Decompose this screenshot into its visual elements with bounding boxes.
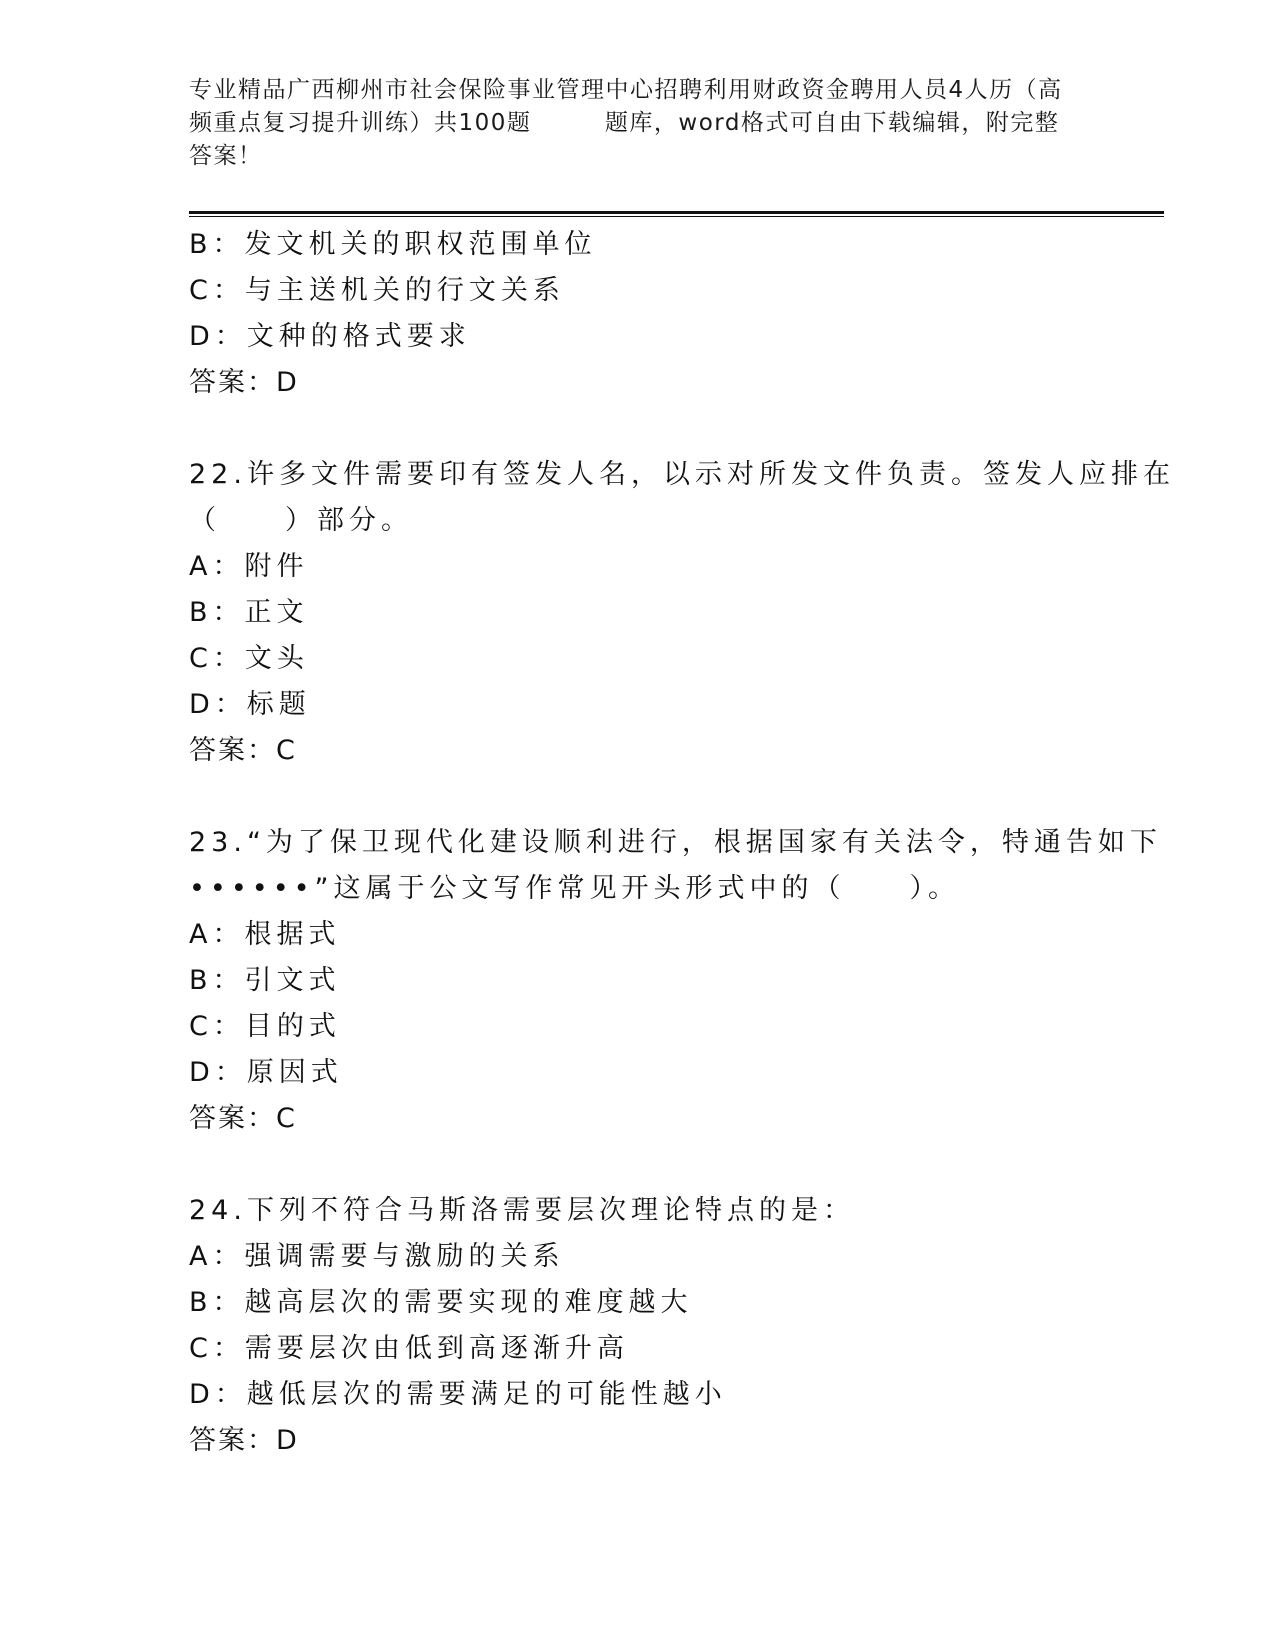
option: B：发文机关的职权范围单位 [189, 229, 597, 260]
question-stem: （ ）部分。 [189, 505, 413, 536]
option: B：正文 [189, 597, 309, 628]
option: D：文种的格式要求 [189, 321, 471, 352]
question-stem: 24.下列不符合马斯洛需要层次理论特点的是： [189, 1195, 855, 1226]
answer: 答案：C [189, 735, 297, 766]
question-list [189, 222, 1175, 1464]
option: C：目的式 [189, 1011, 341, 1042]
header-line: 答案！ [189, 143, 263, 169]
question-22 [189, 452, 1175, 774]
question-stem: 23.“为了保卫现代化建设顺利进行，根据国家有关法令，特通告如下 [189, 827, 1162, 858]
document-header [189, 74, 1089, 173]
header-line: 频重点复习提升训练）共100题 题库，word格式可自由下载编辑，附完整 [189, 110, 1060, 136]
option: C：文头 [189, 643, 309, 674]
option: D：原因式 [189, 1057, 343, 1088]
option: B：越高层次的需要实现的难度越大 [189, 1287, 693, 1318]
option: C：与主送机关的行文关系 [189, 275, 565, 306]
spacer [189, 1142, 1089, 1188]
header-divider-thin [189, 216, 1164, 217]
previous-question [189, 222, 1089, 406]
spacer [189, 406, 1089, 452]
option: A：根据式 [189, 919, 341, 950]
option: D：标题 [189, 689, 311, 720]
option: B：引文式 [189, 965, 341, 996]
answer: 答案：C [189, 1103, 297, 1134]
question-24 [189, 1188, 1089, 1464]
option: A：强调需要与激励的关系 [189, 1241, 565, 1272]
option: A：附件 [189, 551, 309, 582]
spacer [189, 774, 1089, 820]
answer: 答案：D [189, 1425, 299, 1456]
question-stem: ••••••”这属于公文写作常见开头形式中的（ ）。 [189, 873, 961, 904]
question-stem: 22.许多文件需要印有签发人名，以示对所发文件负责。签发人应排在 [189, 459, 1175, 490]
question-23 [189, 820, 1162, 1142]
option: D：越低层次的需要满足的可能性越小 [189, 1379, 727, 1410]
header-line: 专业精品广西柳州市社会保险事业管理中心招聘利用财政资金聘用人员4人历（高 [189, 77, 1063, 103]
header-divider-thick [189, 211, 1164, 214]
option: C：需要层次由低到高逐渐升高 [189, 1333, 629, 1364]
answer: 答案：D [189, 367, 299, 398]
